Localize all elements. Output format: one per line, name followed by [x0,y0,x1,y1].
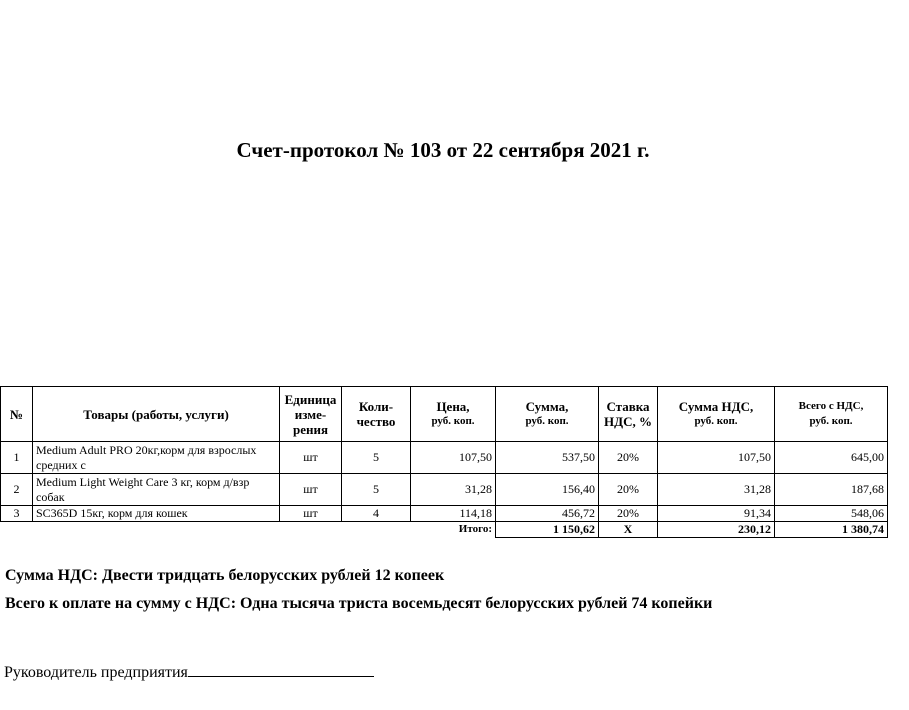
cell-qty: 5 [342,442,411,474]
header-num: № [1,387,33,442]
totals-spacer [33,522,280,538]
cell-price: 31,28 [411,474,496,506]
signature-line [188,661,374,677]
cell-sum: 156,40 [496,474,599,506]
cell-num: 1 [1,442,33,474]
cell-vat: 91,34 [658,506,775,522]
totals-rate: X [599,522,658,538]
totals-vat: 230,12 [658,522,775,538]
vat-amount-words: Сумма НДС: Двести тридцать белорусских рублей 12 копеек [5,567,445,584]
signature-label: Руководитель предприятия [4,664,188,681]
header-vat: Сумма НДС, руб. коп. [658,387,775,442]
table-row [1,506,888,522]
header-qty: Коли- чество [342,387,411,442]
total-amount-words: Всего к оплате на сумму с НДС: Одна тысяча триста восемьдесят белорусских рублей 74 копейки [5,595,713,612]
table-row [1,474,888,506]
cell-total: 645,00 [775,442,888,474]
totals-spacer [280,522,342,538]
totals-row [1,522,888,538]
cell-qty: 4 [342,506,411,522]
cell-qty: 5 [342,474,411,506]
cell-total: 187,68 [775,474,888,506]
header-sum: Сумма, руб. коп. [496,387,599,442]
cell-vat: 107,50 [658,442,775,474]
header-price: Цена, руб. коп. [411,387,496,442]
cell-total: 548,06 [775,506,888,522]
cell-unit: шт [280,442,342,474]
cell-rate: 20% [599,506,658,522]
totals-spacer [342,522,411,538]
table-header-row [1,387,888,442]
cell-goods: Medium Adult PRO 20кг,корм для взрослых средних с [33,442,280,474]
cell-unit: шт [280,474,342,506]
totals-sum: 1 150,62 [496,522,599,538]
invoice-table [0,386,888,538]
table-row [1,442,888,474]
cell-vat: 31,28 [658,474,775,506]
document-title: Счет-протокол № 103 от 22 сентября 2021 г. [236,138,650,162]
totals-spacer [1,522,33,538]
header-goods: Товары (работы, услуги) [33,387,280,442]
header-unit: Единица изме- рения [280,387,342,442]
cell-sum: 537,50 [496,442,599,474]
header-rate: Ставка НДС, % [599,387,658,442]
cell-price: 107,50 [411,442,496,474]
cell-num: 3 [1,506,33,522]
header-total: Всего с НДС, руб. коп. [775,387,888,442]
signature-block [4,661,374,682]
cell-goods: Medium Light Weight Care 3 кг, корм д/взр собак [33,474,280,506]
cell-rate: 20% [599,474,658,506]
cell-rate: 20% [599,442,658,474]
totals-total: 1 380,74 [775,522,888,538]
cell-sum: 456,72 [496,506,599,522]
cell-price: 114,18 [411,506,496,522]
totals-label: Итого: [458,523,492,536]
cell-unit: шт [280,506,342,522]
cell-goods: SC365D 15кг, корм для кошек [33,506,280,522]
cell-num: 2 [1,474,33,506]
